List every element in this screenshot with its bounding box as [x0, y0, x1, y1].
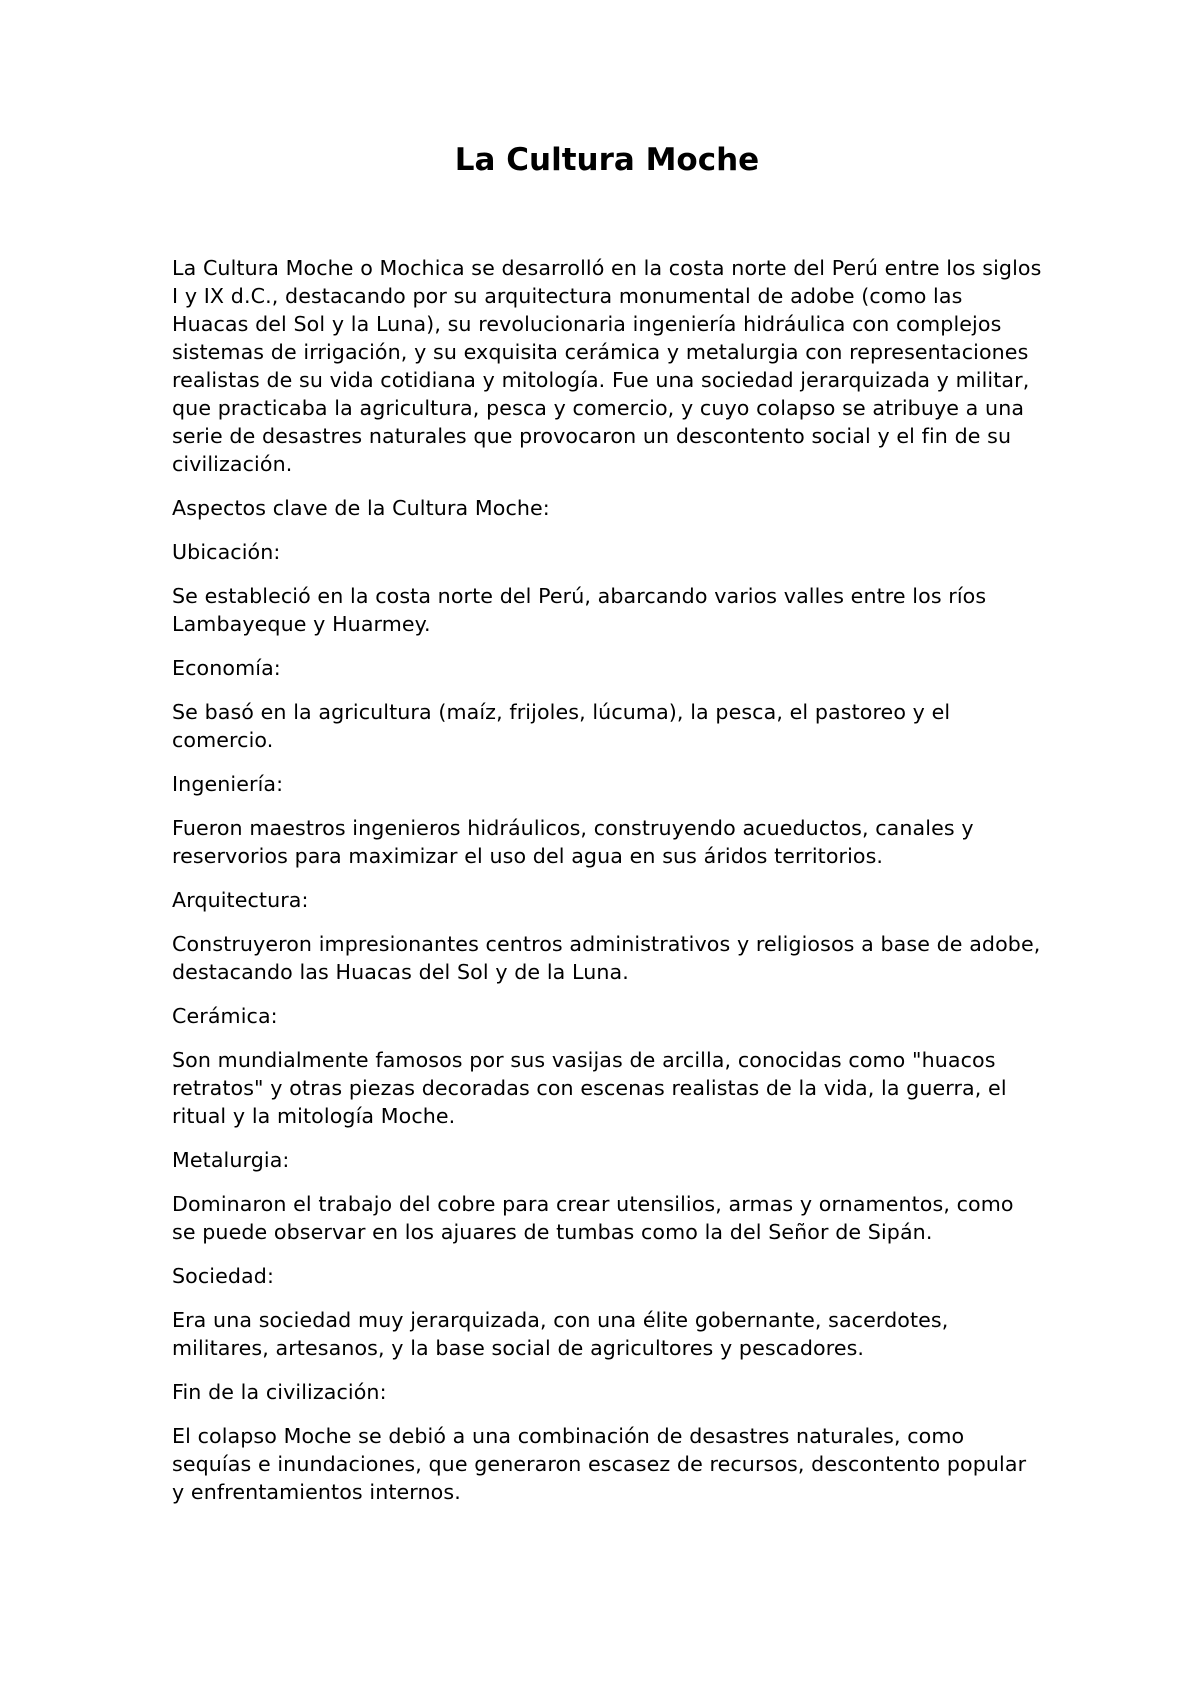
architecture-paragraph: Construyeron impresionantes centros administrativos y religiosos a base de adobe, destacando las Huacas del Sol y de la Luna. [172, 932, 1041, 984]
ceramics-heading: Cerámica: [172, 1004, 278, 1028]
intro-paragraph: La Cultura Moche o Mochica se desarrolló en la costa norte del Perú entre los siglos I y IX d.C., destacando por su arquitectura monumental de adobe (como las Huacas del Sol y la Luna), su revolucionaria ingeniería hidráulica con complejos sistemas de irrigación, y su exquisita cerámica y metalurgia con representaciones realistas de su vida cotidiana y mitología. Fue una sociedad jerarquizada y militar, que practicaba la agricultura, pesca y comercio, y cuyo colapso se atribuye a una serie de desastres naturales que provocaron un descontento social y el fin de su civilización. [172, 256, 1042, 476]
key-aspects-heading: Aspectos clave de la Cultura Moche: [172, 496, 550, 520]
engineering-heading: Ingeniería: [172, 772, 284, 796]
society-heading: Sociedad: [172, 1264, 274, 1288]
engineering-paragraph: Fueron maestros ingenieros hidráulicos, construyendo acueductos, canales y reservorios para maximizar el uso del agua en sus áridos territorios. [172, 816, 974, 868]
society-paragraph: Era una sociedad muy jerarquizada, con una élite gobernante, sacerdotes, militares, artesanos, y la base social de agricultores y pescadores. [172, 1308, 949, 1360]
end-heading: Fin de la civilización: [172, 1380, 387, 1404]
economy-paragraph: Se basó en la agricultura (maíz, frijoles, lúcuma), la pesca, el pastoreo y el comercio. [172, 700, 951, 752]
document-title: La Cultura Moche [454, 142, 760, 178]
metallurgy-heading: Metalurgia: [172, 1148, 290, 1172]
architecture-heading: Arquitectura: [172, 888, 309, 912]
document-body [172, 254, 1042, 1522]
economy-heading: Economía: [172, 656, 281, 680]
metallurgy-paragraph: Dominaron el trabajo del cobre para crear utensilios, armas y ornamentos, como se puede observar en los ajuares de tumbas como la del Señor de Sipán. [172, 1192, 1014, 1244]
location-heading: Ubicación: [172, 540, 281, 564]
end-paragraph: El colapso Moche se debió a una combinación de desastres naturales, como sequías e inundaciones, que generaron escasez de recursos, descontento popular y enfrentamientos internos. [172, 1424, 1027, 1504]
location-paragraph: Se estableció en la costa norte del Perú, abarcando varios valles entre los ríos Lambayeque y Huarmey. [172, 584, 987, 636]
ceramics-paragraph: Son mundialmente famosos por sus vasijas de arcilla, conocidas como "huacos retratos" y otras piezas decoradas con escenas realistas de la vida, la guerra, el ritual y la mitología Moche. [172, 1048, 1007, 1128]
